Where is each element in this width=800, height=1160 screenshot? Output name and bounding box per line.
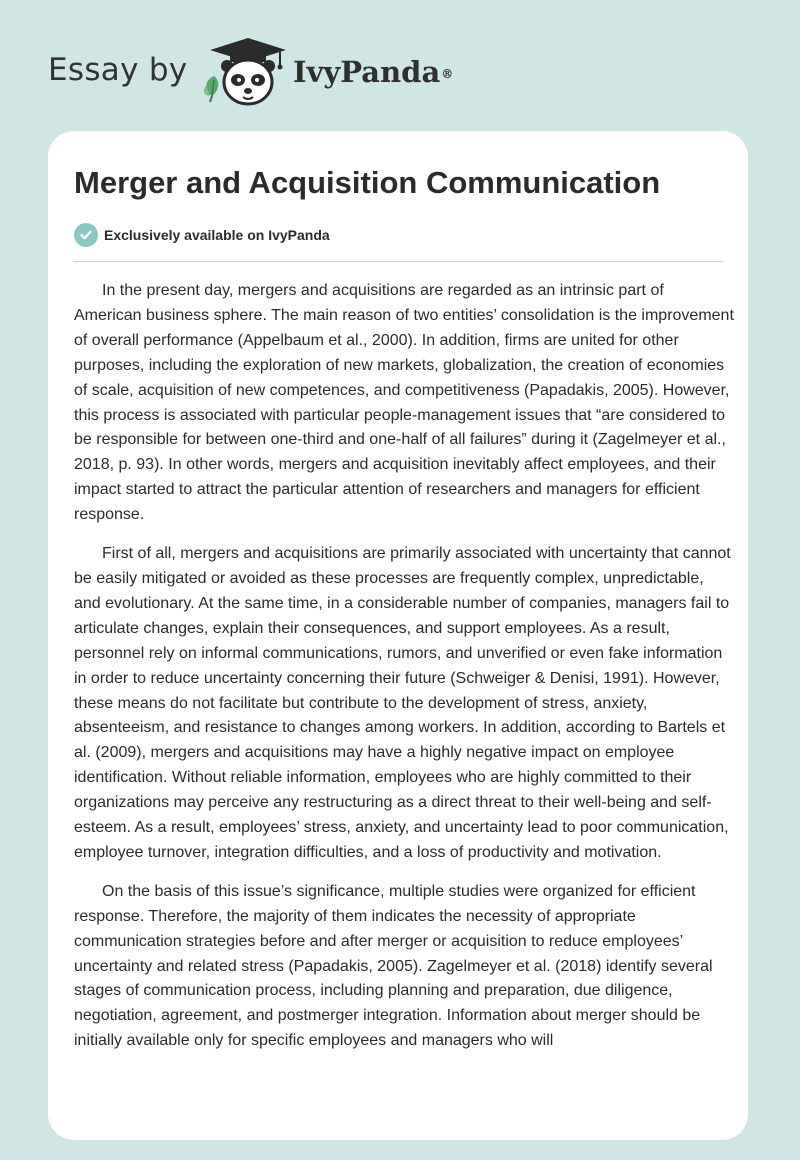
divider (74, 261, 723, 262)
panda-logo-icon[interactable] (200, 36, 286, 108)
brand-name[interactable] (293, 52, 453, 92)
panda-head-icon (221, 60, 275, 104)
exclusive-badge (74, 222, 330, 248)
leaf-icon (204, 76, 218, 102)
essay-by-label: Essay by (48, 52, 188, 88)
check-circle-icon (74, 223, 98, 247)
exclusive-label: Exclusively available on IvyPanda (104, 227, 330, 243)
article-body (74, 279, 734, 1068)
paragraph: On the basis of this issue’s significance, multiple studies were organized for efficient response. Therefore, the majority of them indicates the necessity of appropriate communication strategies before and after merger or acquisition to reduce employees’ uncertainty and related stress (Papadakis, 2005). Zagelmeyer et al. (2018) identify several stages of communication process, including planning and preparation, due diligence, negotiation, agreement, and postmerger integration. Information about merger should be initially available only for specific employees and managers who will (74, 882, 713, 1050)
registered-mark: ® (441, 67, 454, 81)
paragraph: In the present day, mergers and acquisitions are regarded as an intrinsic part of American business sphere. The main reason of two entities’ consolidation is the improvement of overall performance (Appelbaum et al., 2000). In addition, firms are united for other purposes, including the exploration of new markets, globalization, the creation of economies of scale, acquisition of new competences, and competitiveness (Papadakis, 2005). However, this process is associated with particular people-management issues that “are considered to be responsible for between one-third and one-half of all failures” during it (Zagelmeyer et al., 2018, p. 93). In other words, mergers and acquisition inevitably affect employees, and their impact started to attract the particular attention of researchers and managers for efficient response. (74, 282, 734, 524)
article-card (48, 131, 748, 1140)
page-title: Merger and Acquisition Communication (74, 165, 661, 200)
site-header (0, 0, 800, 130)
brand-text: IvyPanda (293, 55, 441, 89)
paragraph: First of all, mergers and acquisitions are primarily associated with uncertainty that cannot be easily mitigated or avoided as these processes are frequently complex, unpredictable, and evolutionary. At the same time, in a considerable number of companies, managers fail to articulate changes, explain their consequences, and support employees. As a result, personnel rely on informal communications, rumors, and unverified or even fake information in order to reduce uncertainty concerning their future (Schweiger & Denisi, 1991). However, these means do not facilitate but contribute to the development of stress, anxiety, absenteeism, and resistance to changes among workers. In addition, according to Bartels et al. (2009), mergers and acquisitions may have a highly negative impact on employee identification. Without reliable information, employees who are highly committed to their organizations may perceive any restructuring as a direct threat to their well-being and self-esteem. As a result, employees’ stress, anxiety, and uncertainty lead to poor communication, employee turnover, integration difficulties, and a loss of productivity and motivation. (74, 545, 731, 861)
